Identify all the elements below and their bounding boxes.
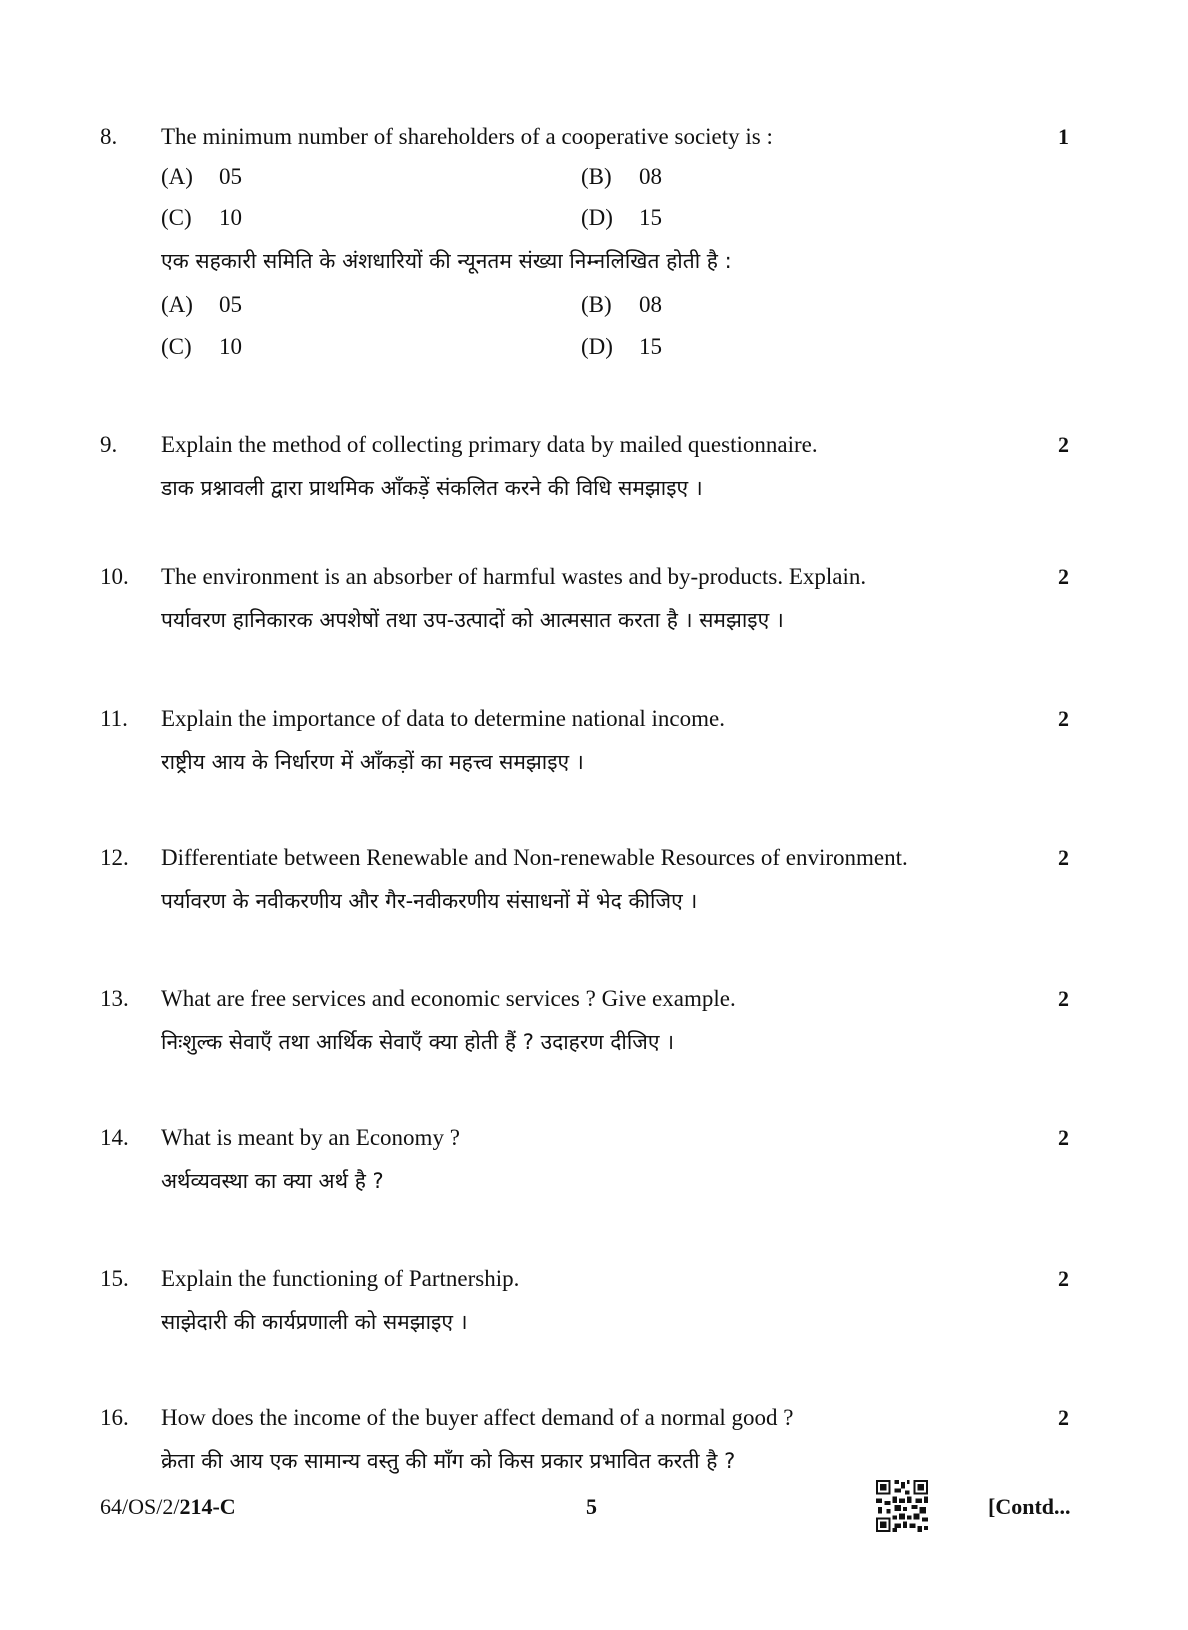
option-value: 10 xyxy=(219,334,242,359)
option-c-en xyxy=(161,203,242,233)
question-number: 13. xyxy=(100,986,129,1011)
option-value: 08 xyxy=(639,292,662,317)
question-number: 9. xyxy=(100,432,118,457)
option-label: (B) xyxy=(581,164,612,189)
option-b-en xyxy=(581,162,662,192)
question-number: 12. xyxy=(100,845,129,870)
question-text: Explain the functioning of Partnership. xyxy=(161,1266,520,1291)
option-label: (C) xyxy=(161,334,192,359)
question-number: 14. xyxy=(100,1125,129,1150)
option-value: 08 xyxy=(639,164,662,189)
question-text: Explain the importance of data to determine national income. xyxy=(161,706,725,731)
question-text: How does the income of the buyer affect demand of a normal good ? xyxy=(161,1405,794,1430)
option-value: 05 xyxy=(219,164,242,189)
question-text: The environment is an absorber of harmful wastes and by-products. Explain. xyxy=(161,564,867,589)
question-text-hindi: डाक प्रश्नावली द्वारा प्राथमिक आँकड़ें संकलित करने की विधि समझाइए । xyxy=(161,476,703,500)
question-number: 11. xyxy=(100,706,128,731)
option-b-hi xyxy=(581,290,662,320)
paper-code xyxy=(100,1492,236,1522)
question-text: What is meant by an Economy ? xyxy=(161,1125,460,1150)
question-text-hindi: पर्यावरण के नवीकरणीय और गैर-नवीकरणीय संसाधनों में भेद कीजिए । xyxy=(161,889,698,913)
continued-label: [Contd... xyxy=(988,1494,1071,1519)
question-text: Differentiate between Renewable and Non-renewable Resources of environment. xyxy=(161,845,908,870)
question-marks: 2 xyxy=(1058,564,1069,589)
option-d-en xyxy=(581,203,662,233)
question-number: 16. xyxy=(100,1405,129,1430)
option-value: 10 xyxy=(219,205,242,230)
question-text-hindi: निःशुल्क सेवाएँ तथा आर्थिक सेवाएँ क्या होती हैं ? उदाहरण दीजिए । xyxy=(161,1030,675,1054)
question-marks: 1 xyxy=(1058,124,1069,149)
option-label: (D) xyxy=(581,205,613,230)
question-text: What are free services and economic services ? Give example. xyxy=(161,986,736,1011)
option-a-hi xyxy=(161,290,242,320)
option-label: (A) xyxy=(161,292,193,317)
option-label: (C) xyxy=(161,205,192,230)
option-label: (D) xyxy=(581,334,613,359)
page-number: 5 xyxy=(586,1494,597,1519)
question-marks: 2 xyxy=(1058,1405,1069,1430)
option-value: 15 xyxy=(639,334,662,359)
paper-code-prefix: 64/OS/2/ xyxy=(100,1494,180,1519)
question-marks: 2 xyxy=(1058,1125,1069,1150)
option-value: 15 xyxy=(639,205,662,230)
question-marks: 2 xyxy=(1058,1266,1069,1291)
option-label: (B) xyxy=(581,292,612,317)
question-text-hindi: अर्थव्यवस्था का क्या अर्थ है ? xyxy=(161,1169,384,1193)
question-text-hindi: पर्यावरण हानिकारक अपशेषों तथा उप-उत्पादों को आत्मसात करता है । समझाइए । xyxy=(161,608,784,632)
question-text-hindi: साझेदारी की कार्यप्रणाली को समझाइए । xyxy=(161,1310,468,1334)
paper-code-suffix: 214-C xyxy=(179,1494,236,1519)
qr-code-icon xyxy=(876,1480,928,1532)
question-number: 8. xyxy=(100,124,118,149)
option-c-hi xyxy=(161,332,242,362)
option-label: (A) xyxy=(161,164,193,189)
option-a-en xyxy=(161,162,242,192)
question-number: 10. xyxy=(100,564,129,589)
question-number: 15. xyxy=(100,1266,129,1291)
question-text-hindi: एक सहकारी समिति के अंशधारियों की न्यूनतम संख्या निम्नलिखित होती है : xyxy=(161,249,732,273)
question-text-hindi: राष्ट्रीय आय के निर्धारण में आँकड़ों का महत्त्व समझाइए । xyxy=(161,750,584,774)
question-text-hindi: क्रेता की आय एक सामान्य वस्तु की माँग को किस प्रकार प्रभावित करती है ? xyxy=(161,1449,736,1473)
question-marks: 2 xyxy=(1058,706,1069,731)
question-marks: 2 xyxy=(1058,986,1069,1011)
option-value: 05 xyxy=(219,292,242,317)
question-text: Explain the method of collecting primary data by mailed questionnaire. xyxy=(161,432,818,457)
question-marks: 2 xyxy=(1058,432,1069,457)
question-marks: 2 xyxy=(1058,845,1069,870)
option-d-hi xyxy=(581,332,662,362)
question-text: The minimum number of shareholders of a cooperative society is : xyxy=(161,124,773,149)
